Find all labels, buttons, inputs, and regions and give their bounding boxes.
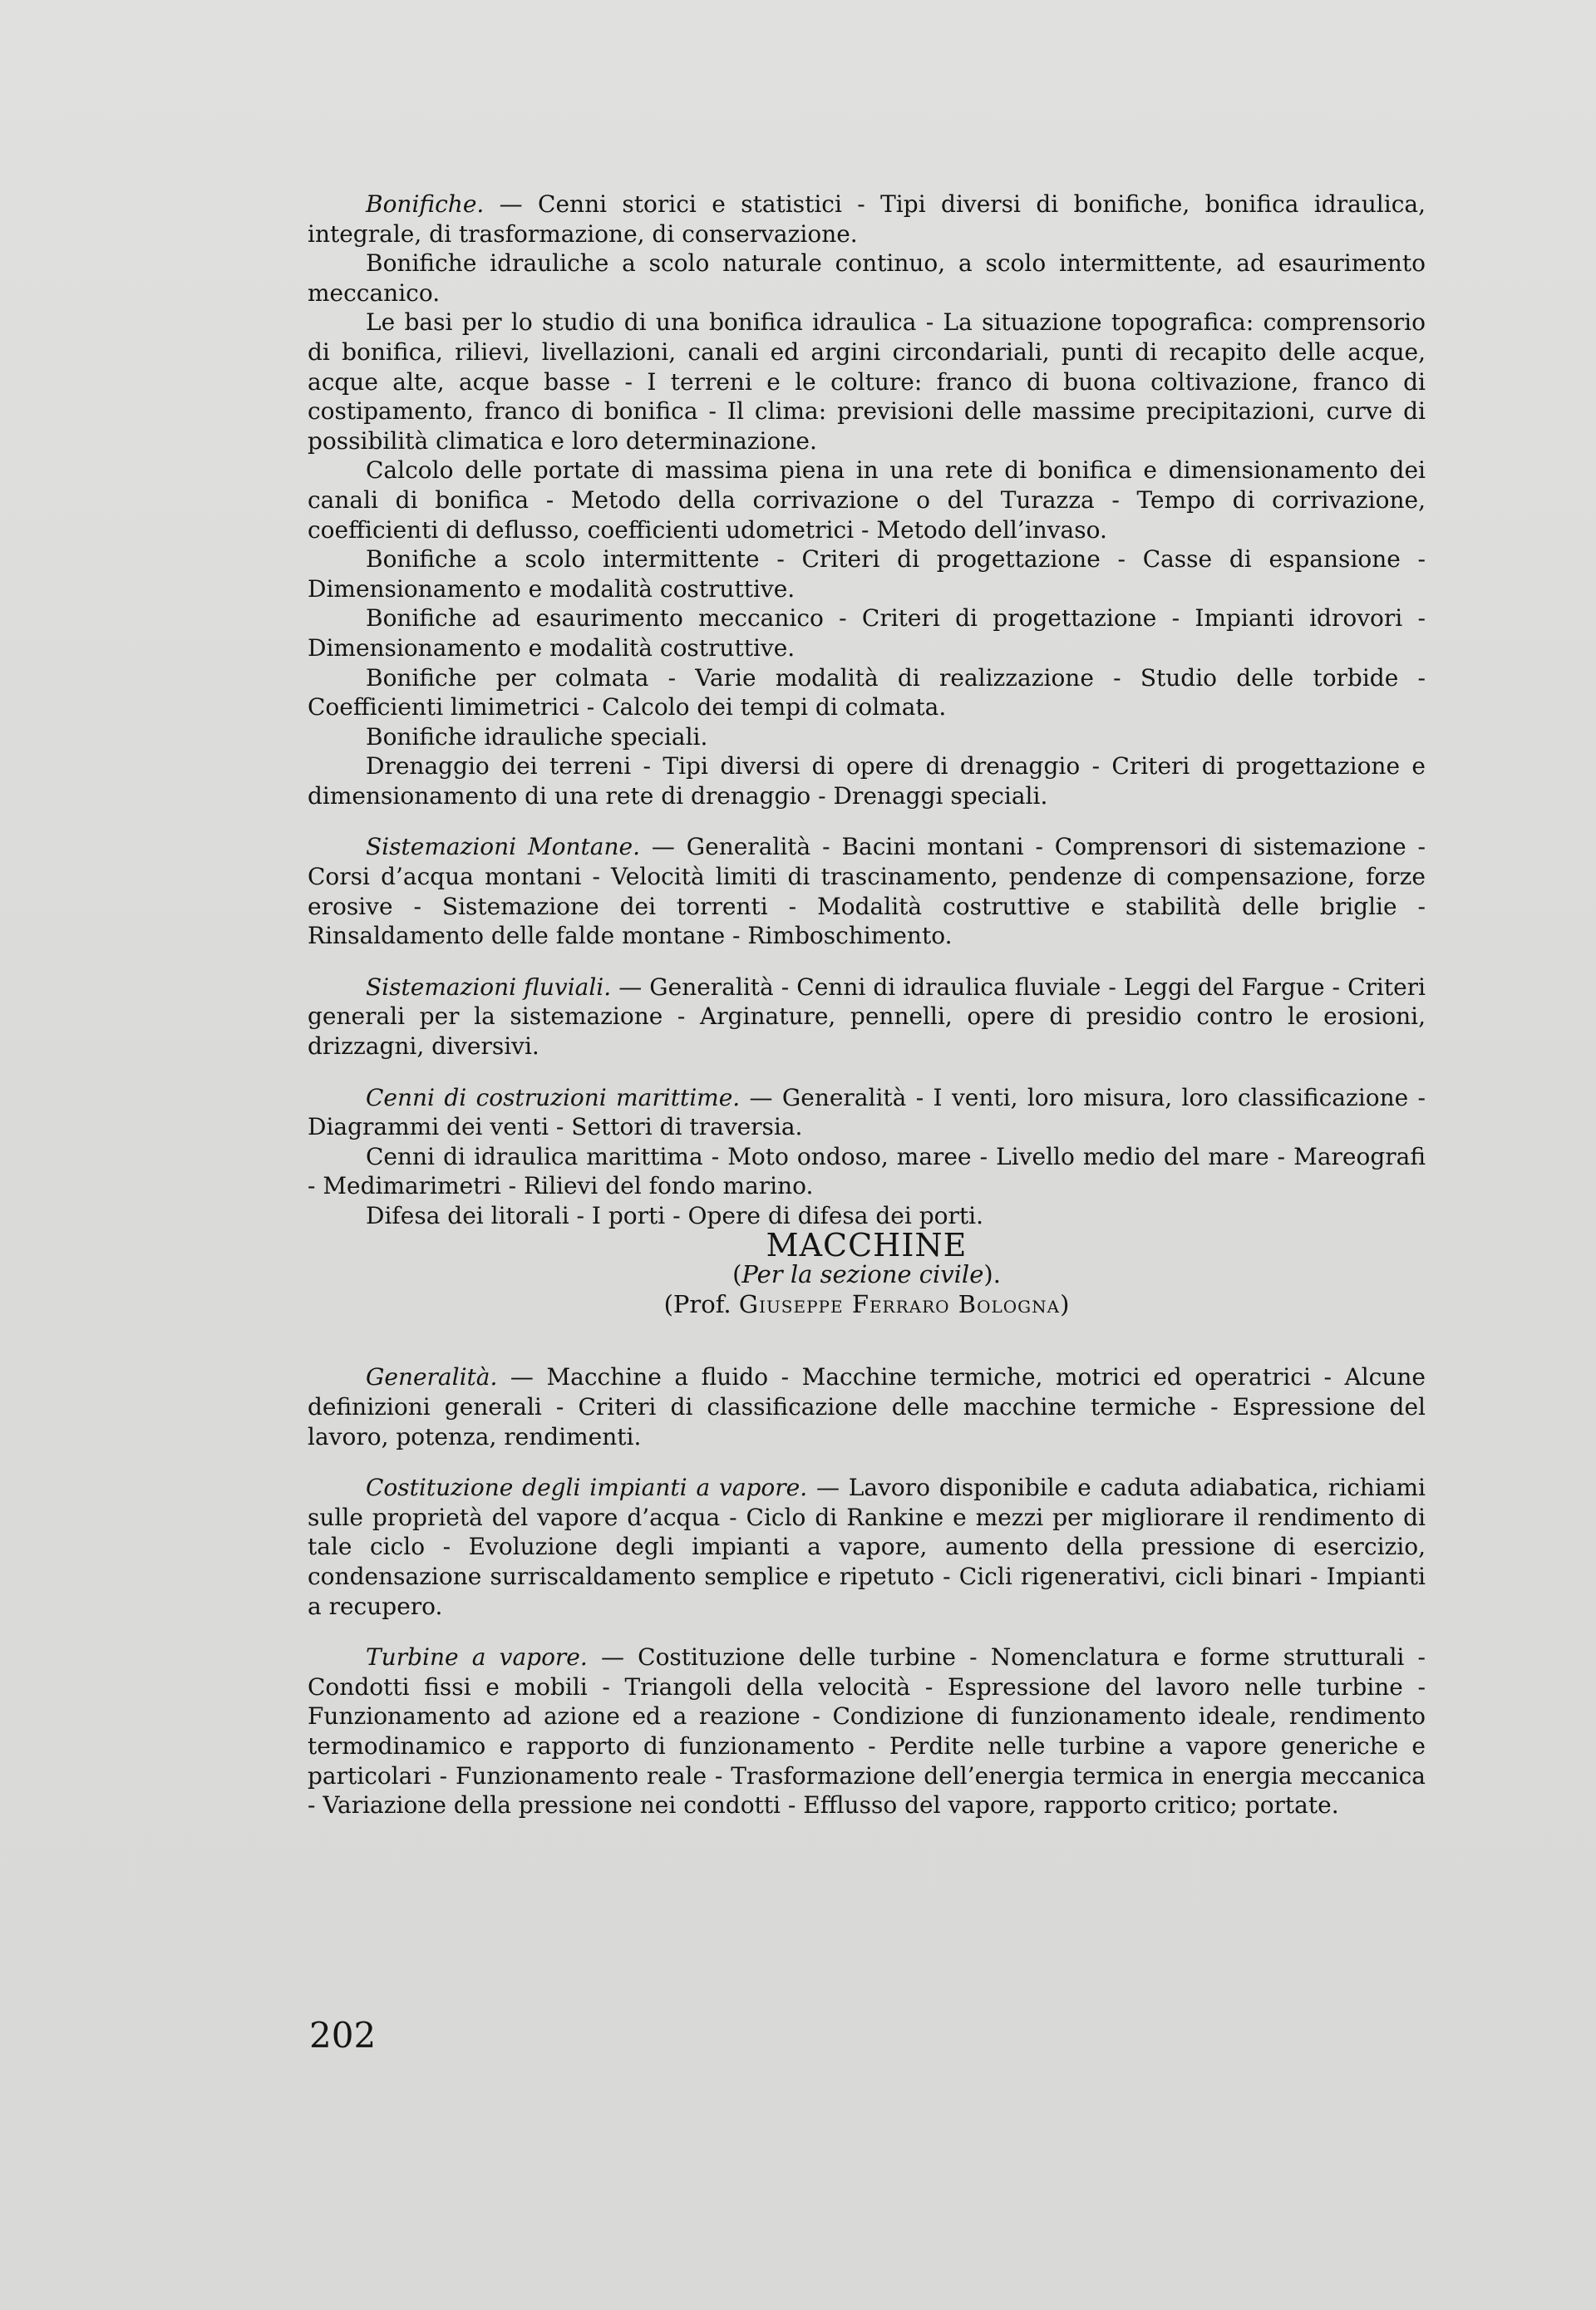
paragraph (308, 663, 1426, 722)
paragraph-text: Bonifiche idrauliche a scolo naturale continuo, a scolo intermittente, ad esaurimento meccanico. (308, 249, 1426, 307)
paragraph (308, 832, 1426, 950)
paragraph-text: — Generalità - Bacini montani - Comprensori di sistemazione - Corsi d’acqua montani - Velocità limiti di trascinamento, pendenze di compensazione, forze erosive - Sistemazione dei torrenti - Modalità costruttive e stabilità delle briglie - Rinsaldamento delle falde montane - Rimboschimento. (308, 833, 1426, 950)
section-lead: Cenni di costruzioni marittime. (366, 1083, 741, 1111)
section-sistemazioni-fluviali (308, 973, 1426, 1061)
section-costruzioni-marittime (308, 1083, 1426, 1231)
section-subheading: (Per la sezione civile). (732, 1260, 1001, 1289)
section-lead: Turbine a vapore. (366, 1643, 588, 1672)
section-generalita (308, 1362, 1426, 1451)
paragraph-text: Bonifiche per colmata - Varie modalità di realizzazione - Studio delle torbide - Coefficienti limimetrici - Calcolo dei tempi di colmata. (308, 663, 1426, 722)
paragraph (308, 722, 1426, 752)
section-lead: Sistemazioni fluviali. (366, 973, 612, 1001)
section-sistemazioni-montane (308, 832, 1426, 950)
paragraph (308, 190, 1426, 249)
paragraph (308, 249, 1426, 308)
paragraph-text: Bonifiche a scolo intermittente - Criteri di progettazione - Casse di espansione - Dimensionamento e modalità costruttive. (308, 545, 1426, 603)
paragraph-text: — Cenni storici e statistici - Tipi diversi di bonifiche, bonifica idraulica, integrale, di trasformazione, di conservazione. (308, 190, 1426, 248)
paragraph (308, 1362, 1426, 1451)
section-bonifiche (308, 190, 1426, 810)
section-lead: Generalità. (366, 1363, 498, 1391)
section-impianti-vapore (308, 1473, 1426, 1621)
paragraph-text: — Macchine a fluido - Macchine termiche, motrici ed operatrici - Alcune definizioni generali - Criteri di classificazione delle macchine termiche - Espressione del lavoro, potenza, rendimenti. (308, 1363, 1426, 1451)
spacer (308, 1319, 1426, 1362)
section-turbine-vapore (308, 1643, 1426, 1820)
bottom-sections (308, 1362, 1426, 1820)
paragraph (308, 603, 1426, 662)
paragraph (308, 544, 1426, 603)
paragraph (308, 1083, 1426, 1142)
paragraph-text: — Costituzione delle turbine - Nomenclatura e forme strutturali - Condotti fissi e mobili - Triangoli della velocità - Espressione del lavoro nelle turbine - Funzionamento ad azione ed a reazione - Condizione di funzionamento ideale, rendimento termodinamico e rapporto di funzionamento - Perdite nelle turbine a vapore generiche e particolari - Funzionamento reale - Trasformazione dell’energia termica in energia meccanica - Variazione della pressione nei condotti - Efflusso del vapore, rapporto critico; portate. (308, 1643, 1426, 1820)
page-content (308, 190, 1426, 1820)
paragraph-text: Bonifiche ad esaurimento meccanico - Criteri di progettazione - Impianti idrovori - Dimensionamento e modalità costruttive. (308, 604, 1426, 662)
paragraph-text: Calcolo delle portate di massima piena in una rete di bonifica e dimensionamento dei canali di bonifica - Metodo della corrivazione o del Turazza - Tempo di corrivazione, coefficienti di deflusso, coefficienti udometrici - Metodo dell’invaso. (308, 456, 1426, 544)
paragraph (308, 973, 1426, 1061)
paragraph (308, 308, 1426, 456)
paragraph-text: Drenaggio dei terreni - Tipi diversi di opere di drenaggio - Criteri di progettazione e dimensionamento di una rete di drenaggio - Drenaggi speciali. (308, 752, 1426, 810)
paragraph (308, 1643, 1426, 1820)
paragraph-text: Le basi per lo studio di una bonifica idraulica - La situazione topografica: comprensorio di bonifica, rilievi, livellazioni, canali ed argini circondariali, punti di recapito delle acque, acque alte, acque basse - I terreni e le colture: franco di buona coltivazione, franco di costipamento, franco di bonifica - Il clima: previsioni delle massime precipitazioni, curve di possibilità climatica e loro determinazione. (308, 308, 1426, 455)
paragraph-text: Difesa dei litorali - I porti - Opere di difesa dei porti. (366, 1202, 983, 1229)
paragraph (308, 1142, 1426, 1201)
paragraph (308, 751, 1426, 810)
top-sections (308, 190, 1426, 1231)
section-heading: MACCHINE (766, 1226, 968, 1263)
section-lead: Sistemazioni Montane. (366, 833, 641, 861)
page-number: 202 (309, 2015, 377, 2056)
professor-name: Giuseppe Ferraro Bologna (738, 1289, 1061, 1318)
professor-line: (Prof. Giuseppe Ferraro Bologna) (663, 1289, 1070, 1318)
paragraph-text: Bonifiche idrauliche speciali. (366, 722, 708, 751)
paragraph-text: — Generalità - Cenni di idraulica fluviale - Leggi del Fargue - Criteri generali per la sistemazione - Arginature, pennelli, opere di presidio contro le erosioni, drizzagni, diversivi. (308, 973, 1426, 1061)
paragraph-text: — Lavoro disponibile e caduta adiabatica, richiami sulle proprietà del vapore d’acqua - Ciclo di Rankine e mezzi per migliorare il rendimento di tale ciclo - Evoluzione degli impianti a vapore, aumento della pressione di esercizio, condensazione surriscaldamento semplice e ripetuto - Cicli rigenerativi, cicli binari - Impianti a recupero. (308, 1474, 1426, 1620)
paragraph-text: Cenni di idraulica marittima - Moto ondoso, maree - Livello medio del mare - Mareografi - Medimarimetri - Rilievi del fondo marino. (308, 1142, 1426, 1200)
section-lead: Costituzione degli impianti a vapore. (366, 1474, 808, 1502)
section-lead: Bonifiche. (366, 190, 485, 218)
paragraph (308, 1473, 1426, 1621)
paragraph-text: — Generalità - I venti, loro misura, loro classificazione - Diagrammi dei venti - Settori di traversia. (308, 1083, 1426, 1141)
paragraph (308, 456, 1426, 544)
